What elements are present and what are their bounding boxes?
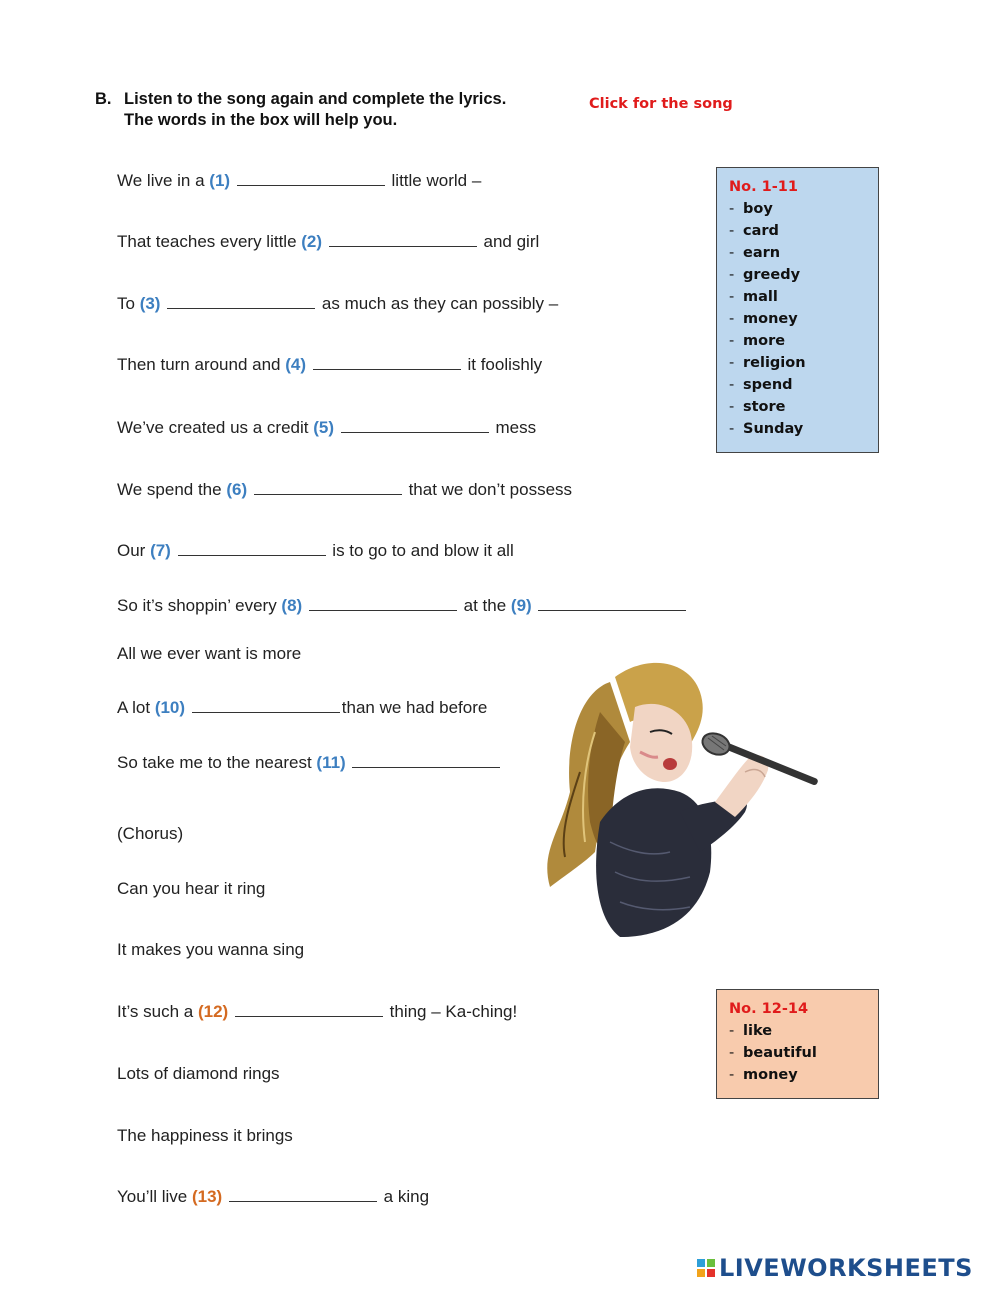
word-box-1-11 [716, 167, 879, 453]
lyric-line-17: You’ll live (13) a king [117, 1187, 430, 1206]
lyric-line-12: Can you hear it ring [117, 879, 266, 898]
answer-blank-5[interactable] [341, 418, 489, 433]
answer-blank-10[interactable] [192, 698, 340, 713]
answer-blank-3[interactable] [167, 294, 315, 309]
lyric-line-9: All we ever want is more [117, 644, 302, 663]
lyric-line-8: So it’s shoppin’ every (8) at the (9) [117, 596, 688, 616]
blank-number: (12) [197, 1002, 229, 1021]
instruction-line-2: The words in the box will help you. [124, 111, 398, 129]
blank-number: (8) [281, 596, 303, 615]
answer-blank-13[interactable] [229, 1187, 377, 1202]
blank-number: (2) [301, 232, 323, 251]
answer-blank-4[interactable] [313, 355, 461, 370]
word-option: - money [729, 1064, 866, 1086]
chorus-label: (Chorus) [117, 824, 184, 843]
blank-number: (9) [510, 596, 532, 615]
word-option: - greedy [729, 264, 866, 286]
instruction-line-1: Listen to the song again and complete the lyrics. [124, 90, 507, 108]
word-option: - spend [729, 374, 866, 396]
word-option: - beautiful [729, 1042, 866, 1064]
lyric-line-1: We live in a (1) little world – [117, 171, 482, 190]
liveworksheets-logo [697, 1254, 973, 1282]
lyric-line-10: A lot (10) than we had before [117, 698, 488, 717]
word-option: - religion [729, 352, 866, 374]
word-option: - store [729, 396, 866, 418]
lyric-line-6: We spend the (6) that we don’t possess [117, 480, 573, 499]
lyric-line-14: It’s such a (12) thing – Ka-ching! [117, 1002, 518, 1021]
answer-blank-2[interactable] [329, 232, 477, 247]
lyric-line-4: Then turn around and (4) it foolishly [117, 355, 543, 374]
word-box-title: No. 1-11 [729, 179, 798, 195]
lyric-line-11: So take me to the nearest (11) [117, 753, 502, 773]
word-option: - boy [729, 198, 866, 220]
lyric-line-3: To (3) as much as they can possibly – [117, 294, 559, 313]
song-link[interactable]: Click for the song [589, 96, 733, 112]
blank-number: (6) [226, 480, 248, 499]
blank-number: (10) [154, 698, 186, 717]
word-option: - card [729, 220, 866, 242]
lyric-line-5: We’ve created us a credit (5) mess [117, 418, 537, 437]
logo-blocks-icon [697, 1259, 715, 1277]
word-option: - more [729, 330, 866, 352]
blank-number: (4) [285, 355, 307, 374]
blank-number: (5) [313, 418, 335, 437]
word-option: - like [729, 1020, 866, 1042]
lyric-line-13: It makes you wanna sing [117, 940, 305, 959]
answer-blank-12[interactable] [235, 1002, 383, 1017]
word-box-title: No. 12-14 [729, 1001, 809, 1017]
blank-number: (7) [150, 541, 171, 560]
logo-text: LIVEWORKSHEETS [719, 1254, 973, 1282]
word-option: - earn [729, 242, 866, 264]
answer-blank-11[interactable] [352, 753, 500, 768]
lyric-line-2: That teaches every little (2) and girl [117, 232, 540, 251]
blank-number: (13) [191, 1187, 223, 1206]
blank-number: (3) [139, 294, 161, 313]
answer-blank-1[interactable] [237, 171, 385, 186]
word-option: - mall [729, 286, 866, 308]
word-box-12-14 [716, 989, 879, 1099]
answer-blank-9[interactable] [538, 596, 686, 611]
section-heading [95, 89, 506, 131]
answer-blank-6[interactable] [254, 480, 402, 495]
blank-number: (1) [209, 171, 231, 190]
lyric-line-16: The happiness it brings [117, 1126, 293, 1145]
singer-illustration [540, 652, 825, 942]
word-option: - Sunday [729, 418, 866, 440]
section-letter: B. [95, 90, 112, 108]
lyric-line-7: Our (7) is to go to and blow it all [117, 541, 514, 560]
word-option: - money [729, 308, 866, 330]
blank-number: (11) [316, 753, 346, 772]
answer-blank-8[interactable] [309, 596, 457, 611]
answer-blank-7[interactable] [178, 541, 326, 556]
lyric-line-15: Lots of diamond rings [117, 1064, 280, 1083]
